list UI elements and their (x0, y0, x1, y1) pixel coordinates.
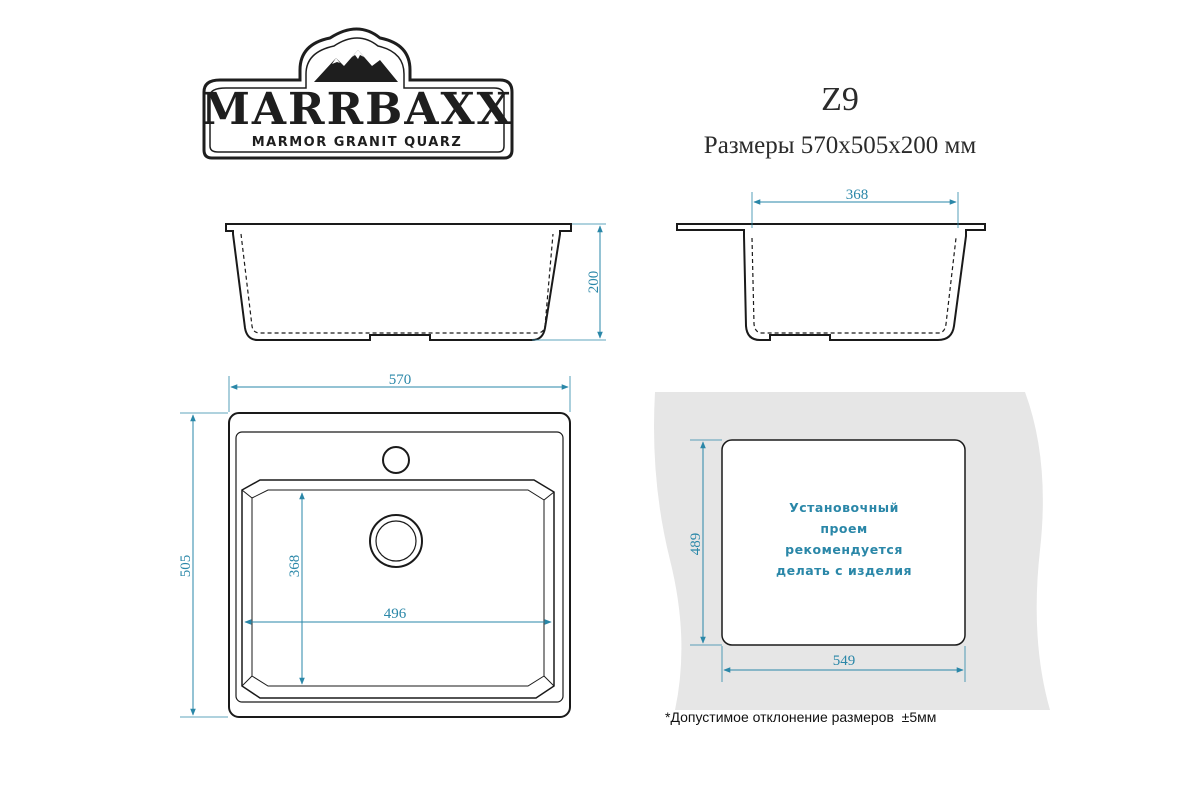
cutout-note-line-1: Установочный (789, 500, 899, 515)
front-section-view (226, 224, 571, 340)
brand-name: MARRBAXX (201, 84, 513, 135)
brand-logo (201, 29, 513, 158)
model-code: Z9 (821, 81, 859, 118)
bowl-width-label: 496 (383, 606, 407, 622)
outer-width-dimension (229, 372, 570, 412)
outer-width-label: 570 (388, 372, 412, 388)
faucet-hole-icon (383, 447, 409, 473)
depth-label: 200 (586, 270, 602, 294)
cutout-length-label: 489 (688, 532, 704, 556)
brand-tagline: MARMOR GRANIT QUARZ (251, 135, 463, 150)
drain-icon (370, 515, 422, 567)
bowl-width-dimension (245, 606, 551, 622)
top-view (229, 413, 570, 717)
side-width-label: 368 (845, 187, 869, 203)
tolerance-note: *Допустимое отклонение размеров ±5мм (665, 709, 937, 725)
size-line: Размеры 570x505x200 мм (703, 132, 977, 159)
depth-dimension (532, 224, 606, 340)
mountain-icon (314, 50, 398, 82)
bowl-length-label: 368 (287, 554, 303, 578)
side-section-view (677, 224, 985, 340)
cutout-note-line-2: проем (820, 521, 868, 536)
cutout-note-line-3: рекомендуется (785, 542, 903, 557)
bowl-length-dimension (287, 493, 303, 684)
side-width-dimension (752, 187, 958, 228)
cutout-width-label: 549 (832, 653, 856, 669)
outer-length-dimension (178, 413, 228, 717)
cutout-note-line-4: делать с изделия (776, 563, 912, 578)
outer-length-label: 505 (178, 554, 194, 578)
